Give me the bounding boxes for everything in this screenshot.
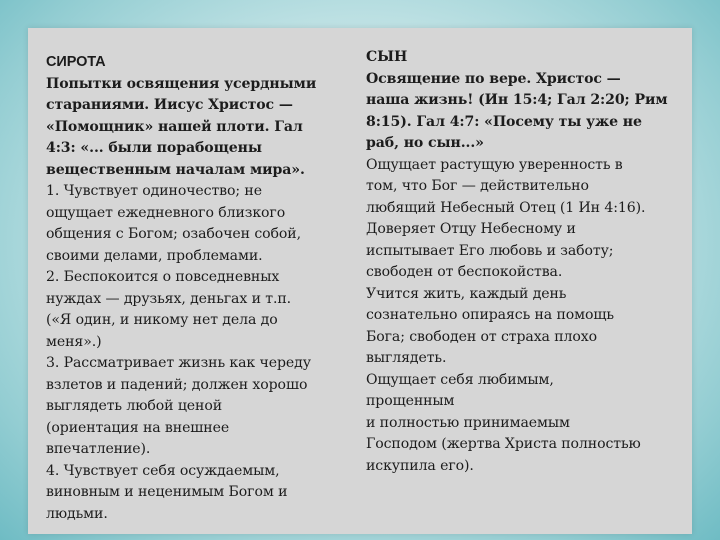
orphan-text-line: нуждах — друзьях, деньгах и т.п. [46, 290, 292, 307]
orphan-text-line: виновным и неценимым Богом и [46, 484, 288, 500]
son-bold-line: 8:15). Гал 4:7: «Посему ты уже не [366, 113, 642, 130]
orphan-text-line: меня».) [46, 333, 102, 350]
son-text-line: Бога; свободен от страха плохо [366, 328, 598, 345]
orphan-heading: СИРОТА [46, 54, 106, 70]
son-text-line: и полностью принимаемым [366, 414, 570, 431]
orphan-text-line: 3. Рассматривает жизнь как череду [46, 355, 311, 371]
son-text-line: любящий Небесный Отец (1 Ин 4:16). [366, 199, 646, 216]
son-text-line: Ощущает растущую уверенность в [366, 156, 623, 173]
orphan-text-line: общения с Богом; озабочен собой, [46, 226, 301, 242]
orphan-text-line: людьми. [46, 505, 108, 522]
orphan-column [46, 52, 346, 525]
orphan-text-line: своими делами, проблемами. [46, 247, 263, 264]
orphan-bold-line: стараниями. Иисус Христос — [46, 97, 293, 113]
son-column [366, 47, 691, 477]
son-text-line: Учится жить, каждый день [366, 285, 567, 302]
son-text-line: Доверяет Отцу Небесному и [366, 221, 576, 237]
son-text-line: том, что Бог — действительно [366, 178, 589, 194]
son-bold-line: раб, но сын...» [366, 135, 484, 151]
orphan-bold-line: Попытки освящения усердными [46, 75, 317, 92]
orphan-text-line: 1. Чувствует одиночество; не [46, 183, 262, 199]
son-bold-line: Освящение по вере. Христос — [366, 70, 621, 87]
son-text-line: искупила его). [366, 457, 474, 474]
orphan-text-line: (ориентация на внешнее [46, 419, 230, 436]
orphan-text-line: впечатление). [46, 441, 151, 457]
son-text-line: испытывает Его любовь и заботу; [366, 242, 614, 259]
son-bold-line: наша жизнь! (Ин 15:4; Гал 2:20; Рим [366, 92, 668, 108]
son-heading: СЫН [366, 49, 408, 65]
son-text-line: свободен от беспокойства. [366, 264, 563, 280]
orphan-bold-line: 4:3: «... были порабощены [46, 140, 262, 156]
son-text-line: Господом (жертва Христа полностью [366, 436, 641, 452]
son-text-line: выглядеть. [366, 350, 447, 366]
orphan-text-line: выглядеть любой ценой [46, 398, 222, 414]
slide-panel [28, 28, 692, 534]
orphan-bold-line: «Помощник» нашей плоти. Гал [46, 118, 303, 135]
orphan-text-line: 2. Беспокоится о повседневных [46, 269, 280, 285]
orphan-text-line: ощущает ежедневного близкого [46, 204, 286, 221]
orphan-text-line: («Я один, и никому нет дела до [46, 312, 278, 328]
son-text-line: Ощущает себя любимым, [366, 371, 554, 388]
orphan-text-line: 4. Чувствует себя осуждаемым, [46, 462, 280, 479]
son-text-line: сознательно опираясь на помощь [366, 307, 614, 323]
son-text-line: прощенным [366, 393, 455, 409]
orphan-text-line: взлетов и падений; должен хорошо [46, 376, 308, 393]
orphan-bold-line: вещественным началам мира». [46, 161, 305, 178]
